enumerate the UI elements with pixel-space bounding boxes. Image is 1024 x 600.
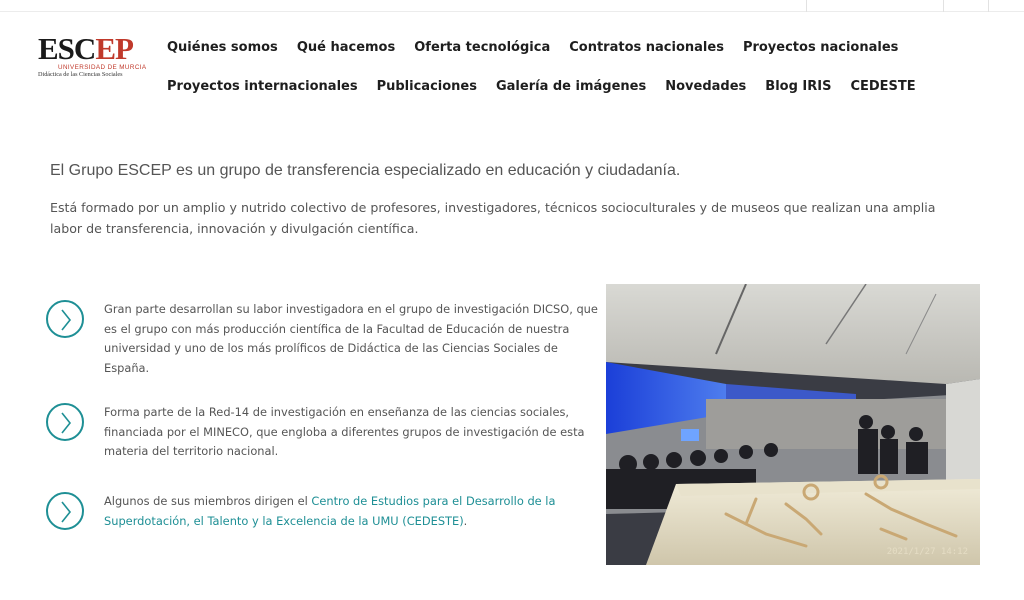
photo-timestamp: 2021/1/27 14:12	[886, 547, 968, 557]
utility-divider	[988, 0, 989, 12]
utility-divider	[806, 0, 807, 12]
nav-novedades[interactable]: Novedades	[665, 79, 747, 94]
nav-row-2	[167, 67, 916, 106]
nav-row-1	[167, 28, 907, 67]
logo-department: Didáctica de las Ciencias Sociales	[38, 71, 123, 78]
chevron-right-icon	[46, 492, 84, 530]
utility-divider	[943, 0, 944, 12]
museum-visit-photo	[606, 284, 980, 565]
cedeste-link[interactable]: Centro de Estudios para el Desarrollo de la Superdotación, el Talento y la Excelencia de la UMU (CEDESTE)	[104, 494, 556, 528]
chevron-right-icon	[46, 300, 84, 338]
nav-blog-iris[interactable]: Blog IRIS	[765, 79, 832, 94]
feature-text: Algunos de sus miembros dirigen el Centro de Estudios para el Desarrollo de la Superdotación, el Talento y la Excelencia de la UMU (CEDESTE).	[104, 494, 556, 528]
nav-que-hacemos[interactable]: Qué hacemos	[296, 40, 396, 55]
nav-contratos-nacionales[interactable]: Contratos nacionales	[569, 40, 724, 55]
nav-galeria-imagenes[interactable]: Galería de imágenes	[495, 79, 647, 94]
museum-photo-illustration	[606, 284, 980, 565]
nav-oferta-tecnologica[interactable]: Oferta tecnológica	[414, 40, 551, 55]
nav-proyectos-nacionales[interactable]: Proyectos nacionales	[742, 40, 899, 55]
nav-quienes-somos[interactable]: Quiénes somos	[167, 40, 278, 55]
nav-proyectos-internacionales[interactable]: Proyectos internacionales	[167, 79, 358, 94]
intro-text: Está formado por un amplio y nutrido colectivo de profesores, investigadores, técnicos socioculturales y de museos que realizan una amplia labor de transferencia, innovación y divulgación científica.	[50, 200, 936, 236]
intro-title: El Grupo ESCEP es un grupo de transferencia especializado en educación y ciudadanía.	[50, 162, 681, 179]
chevron-right-icon	[46, 403, 84, 441]
main-navigation	[167, 28, 916, 106]
logo-university: UNIVERSIDAD DE MURCIA	[58, 64, 147, 71]
top-utility-bar	[0, 0, 1024, 12]
nav-publicaciones[interactable]: Publicaciones	[376, 79, 477, 94]
escep-logo[interactable]	[38, 31, 147, 80]
feature-text: Forma parte de la Red-14 de investigación en enseñanza de las ciencias sociales, financiada por el MINECO, que engloba a diferentes grupos de investigación de esta materia del territorio nacional.	[104, 405, 585, 458]
logo-mark: ESCEP	[38, 31, 133, 66]
nav-cedeste[interactable]: CEDESTE	[850, 79, 916, 94]
feature-text: Gran parte desarrollan su labor investigadora en el grupo de investigación DICSO, que es el grupo con más producción científica de la Facultad de Educación de nuestra universidad y uno de los más prolíficos de Didáctica de las Ciencias Sociales de España.	[104, 302, 598, 375]
